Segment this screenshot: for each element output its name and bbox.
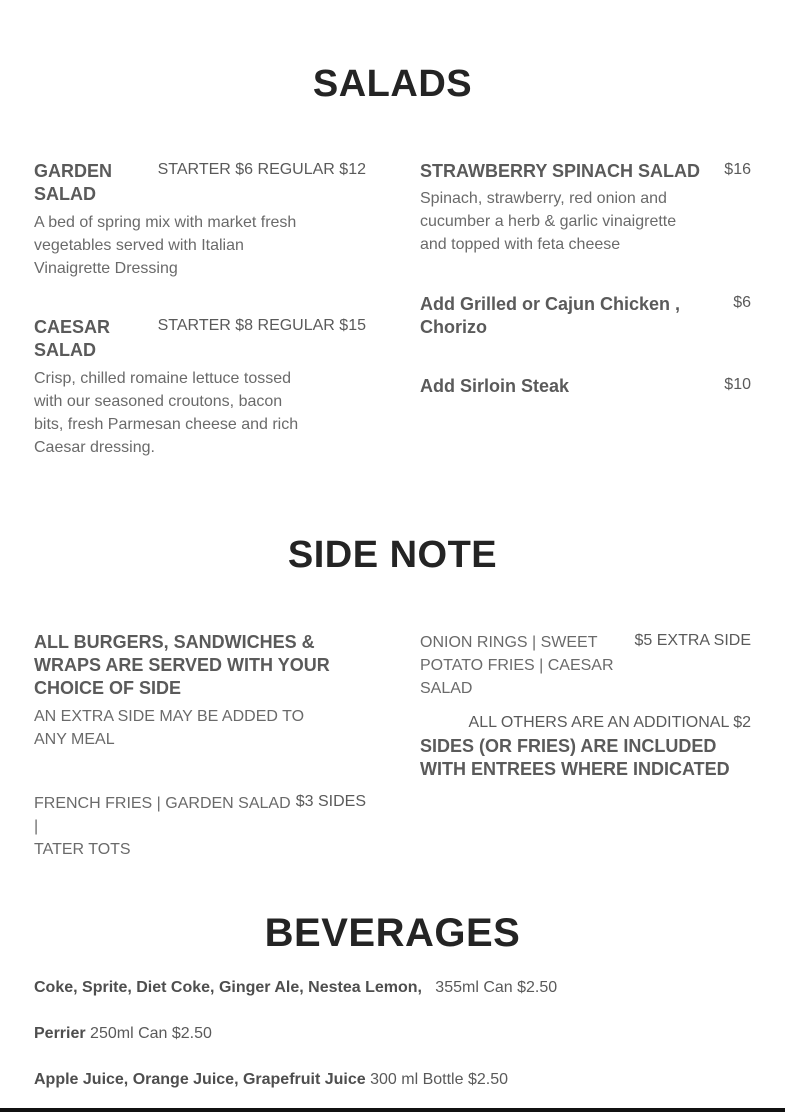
item-name: CAESAR SALAD [34,317,111,360]
beverages-title: BEVERAGES [264,911,521,955]
beverage-item [34,979,557,997]
beverage-item [34,1071,508,1089]
salads-title: SALADS [312,63,473,105]
item-price: STARTER $8 REGULAR $15 [157,317,366,334]
side-note-three-sides [34,792,366,861]
bottom-divider [0,1108,785,1112]
beverage-item [34,1025,212,1043]
item-name: GARDEN SALAD [34,161,113,204]
item-price: STARTER $6 REGULAR $12 [157,161,366,178]
side-note-five-sides [420,631,751,700]
item-price: $6 [733,294,751,311]
item-name: FRENCH FRIES | GARDEN SALAD | TATER TOTS [34,795,291,858]
item-name: Add Sirloin Steak [420,376,570,396]
side-note-title: SIDE NOTE [287,534,498,576]
item-price: $16 [724,161,751,178]
item-name: ONION RINGS | SWEET POTATO FRIES | CAESAR SALAD [420,634,614,697]
item-price: $3 SIDES [295,793,366,810]
menu-item-add-chicken [420,293,751,339]
item-description: AN EXTRA SIDE MAY BE ADDED TO ANY MEAL [34,708,305,748]
item-price: $10 [724,376,751,393]
menu-item-caesar-salad [34,316,366,459]
item-name: SIDES (OR FRIES) ARE INCLUDED WITH ENTREES WHERE INDICATED [420,736,730,779]
item-description: A bed of spring mix with market fresh vegetables served with Italian Vinaigrette Dressing [34,214,297,277]
item-name: STRAWBERRY SPINACH SALAD [420,161,701,181]
item-description: Spinach, strawberry, red onion and cucumber a herb & garlic vinaigrette and topped with feta cheese [420,190,677,253]
item-name: ALL BURGERS, SANDWICHES & WRAPS ARE SERVED WITH YOUR CHOICE OF SIDE [34,632,330,698]
item-description: Crisp, chilled romaine lettuce tossed with our seasoned croutons, bacon bits, fresh Parmesan cheese and rich Caesar dressing. [34,370,299,456]
beverage-detail: 355ml Can $2.50 [435,979,558,996]
beverage-name: Perrier [34,1025,86,1042]
beverage-name: Apple Juice, Orange Juice, Grapefruit Juice [34,1071,366,1088]
beverage-detail: 250ml Can $2.50 [90,1025,212,1042]
item-price: $5 EXTRA SIDE [634,632,751,649]
menu-item-add-steak [420,375,751,398]
side-note-burgers [34,631,366,751]
beverage-detail: 300 ml Bottle $2.50 [370,1071,508,1088]
menu-item-garden-salad [34,160,366,280]
side-note-others [420,713,751,781]
item-name: Add Grilled or Cajun Chicken , Chorizo [420,294,681,337]
item-price: ALL OTHERS ARE AN ADDITIONAL $2 [468,714,751,731]
menu-item-strawberry-spinach-salad [420,160,751,256]
beverage-name: Coke, Sprite, Diet Coke, Ginger Ale, Nestea Lemon, [34,979,422,996]
